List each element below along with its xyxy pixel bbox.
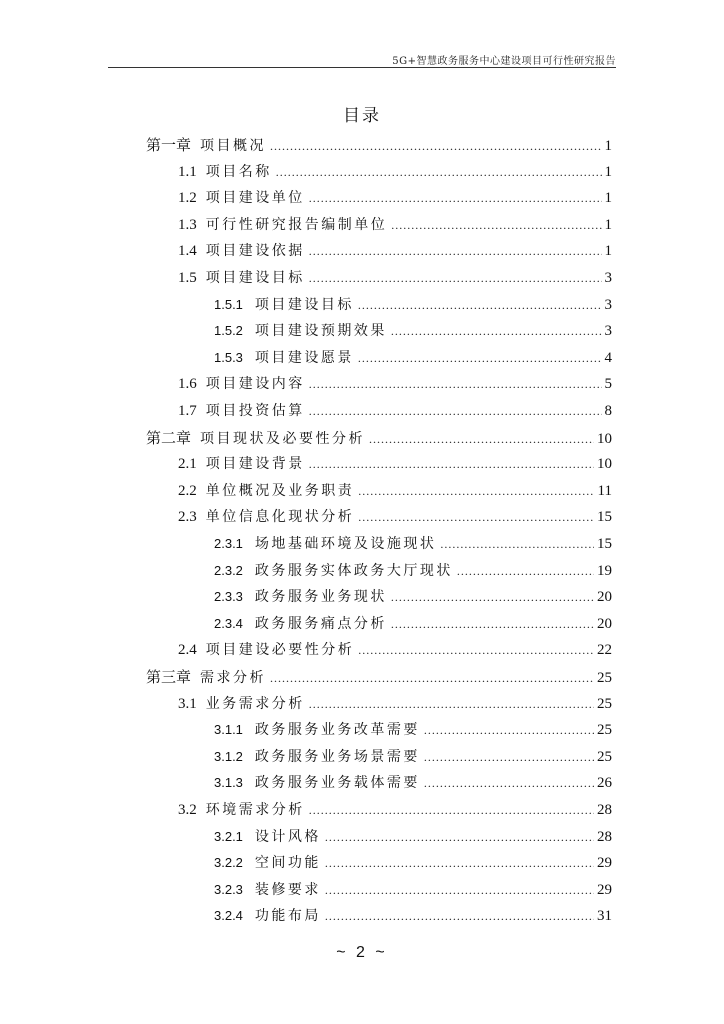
toc-entry-title: 项目建设依据 (205, 243, 305, 260)
toc-entry-title: 项目名称 (205, 163, 272, 180)
dot-leader (325, 909, 594, 924)
toc-entry-number: 3.2.1 (214, 828, 243, 844)
toc-entry-page: 26 (597, 775, 612, 792)
toc-entry-number: 2.4 (178, 642, 197, 659)
toc-entry[interactable] (178, 639, 612, 665)
toc-entry[interactable] (214, 347, 612, 373)
toc-entry-number: 1.7 (178, 403, 197, 419)
toc-entry[interactable] (214, 772, 612, 798)
toc-entry[interactable] (214, 826, 612, 852)
toc-entry-number: 2.2 (178, 482, 197, 499)
toc-entry[interactable] (178, 480, 612, 506)
toc-entry-page: 3 (604, 270, 612, 286)
toc-title: 目录 (343, 106, 381, 126)
toc-entry-page: 11 (597, 482, 612, 499)
toc-entry-title: 项目建设愿景 (254, 349, 354, 366)
toc-entry-title: 项目建设背景 (205, 456, 305, 473)
toc-entry[interactable] (214, 560, 612, 586)
toc-entry-title: 功能布局 (254, 908, 321, 925)
toc-entry-page: 29 (597, 881, 612, 898)
toc-entry[interactable] (178, 161, 612, 187)
toc-entry-title: 项目概况 (200, 138, 267, 154)
toc-entry[interactable] (178, 693, 612, 719)
toc-entry-number: 1.3 (178, 216, 197, 233)
toc-entry-page: 29 (597, 855, 612, 872)
toc-entry-title: 项目建设目标 (254, 296, 354, 313)
toc-entry-title: 项目建设内容 (205, 376, 305, 393)
toc-entry-page: 28 (597, 828, 612, 845)
toc-entry[interactable] (146, 666, 612, 692)
toc-entry-page: 15 (597, 536, 612, 552)
dot-leader (424, 776, 594, 791)
toc-entry[interactable] (178, 267, 612, 293)
toc-entry[interactable] (178, 187, 612, 213)
header-divider (108, 67, 616, 68)
toc-entry[interactable] (178, 506, 612, 532)
dot-leader (309, 457, 594, 472)
toc-entry-page: 25 (597, 722, 612, 739)
toc-entry-number: 2.3.2 (214, 562, 243, 578)
dot-leader (440, 537, 594, 552)
toc-entry-title: 环境需求分析 (205, 802, 305, 818)
toc-entry[interactable] (214, 533, 612, 559)
dot-leader (358, 510, 594, 525)
toc-entry[interactable] (178, 799, 612, 825)
toc-entry-page: 1 (604, 243, 612, 260)
toc-entry[interactable] (214, 320, 612, 346)
toc-entry-number: 2.1 (178, 456, 197, 473)
toc-entry-title: 业务需求分析 (205, 695, 305, 712)
page-number: ~ 2 ~ (336, 944, 388, 961)
dot-leader (325, 883, 594, 898)
toc-entry-page: 10 (597, 456, 612, 473)
toc-entry-title: 需求分析 (200, 670, 267, 686)
dot-leader (358, 351, 602, 366)
dot-leader (309, 244, 602, 259)
toc-entry-title: 项目建设预期效果 (254, 323, 387, 340)
dot-leader (424, 750, 594, 765)
dot-leader (369, 432, 594, 447)
toc-entry-page: 8 (604, 403, 612, 419)
toc-entry-title: 项目建设单位 (205, 190, 305, 207)
toc-entry-number: 3.2 (178, 802, 197, 818)
toc-entry-number: 1.6 (178, 376, 197, 393)
toc-entry-number: 1.5.3 (214, 349, 243, 365)
dot-leader (270, 671, 594, 686)
dot-leader (358, 484, 594, 499)
toc-entry[interactable] (214, 586, 612, 612)
toc-entry-page: 28 (597, 802, 612, 818)
toc-entry-number: 1.1 (178, 163, 197, 180)
toc-entry[interactable] (178, 373, 612, 399)
toc-entry-page: 19 (597, 562, 612, 579)
toc-entry-page: 3 (604, 296, 612, 313)
toc-entry-title: 单位信息化现状分析 (205, 509, 355, 526)
toc-entry[interactable] (178, 453, 612, 479)
toc-entry[interactable] (214, 879, 612, 905)
dot-leader (270, 139, 601, 154)
toc-entry-page: 4 (604, 349, 612, 366)
toc-entry-title: 单位概况及业务职责 (205, 482, 355, 499)
toc-entry-title: 项目现状及必要性分析 (200, 430, 366, 447)
toc-entry-number: 3.1.2 (214, 748, 243, 764)
dot-leader (309, 271, 602, 286)
toc-entry-number: 3.1.3 (214, 775, 243, 791)
toc-entry-page: 1 (604, 190, 612, 207)
toc-entry-title: 政务服务痛点分析 (254, 615, 387, 632)
toc-entry-page: 3 (604, 323, 612, 340)
toc-entry-number: 第二章 (146, 430, 192, 447)
toc-entry-title: 项目建设目标 (205, 270, 305, 286)
toc-entry-title: 政务服务业务场景需要 (254, 748, 420, 765)
toc-entry-number: 2.3.1 (214, 536, 243, 551)
toc-entry-number: 第三章 (146, 670, 192, 686)
dot-leader (391, 617, 594, 632)
toc-entry-page: 22 (597, 642, 612, 659)
toc-entry-number: 3.2.4 (214, 908, 243, 924)
toc-entry-number: 1.5.1 (214, 296, 243, 312)
toc-entry-page: 20 (597, 589, 612, 606)
toc-entry-page: 25 (597, 670, 612, 686)
toc-entry-title: 政务服务业务改革需要 (254, 722, 420, 739)
toc-entry[interactable] (214, 905, 612, 931)
dot-leader (309, 697, 594, 712)
toc-entry[interactable] (146, 427, 612, 453)
toc-entry-page: 1 (604, 138, 612, 154)
toc-entry-page: 25 (597, 748, 612, 765)
dot-leader (309, 191, 602, 206)
dot-leader (325, 856, 594, 871)
toc-entry-page: 25 (597, 695, 612, 712)
toc-entry-title: 项目投资估算 (205, 403, 305, 419)
toc-entry[interactable] (178, 240, 612, 266)
toc-entry[interactable] (214, 294, 612, 320)
toc-entry-title: 政务服务业务现状 (254, 589, 387, 606)
dot-leader (457, 564, 594, 579)
toc-entry[interactable] (178, 400, 612, 426)
toc-entry-page: 31 (597, 908, 612, 925)
toc-entry-number: 3.1.1 (214, 722, 243, 738)
toc-entry-page: 20 (597, 615, 612, 632)
dot-leader (391, 324, 602, 339)
toc-entry-title: 政务服务实体政务大厅现状 (254, 562, 453, 579)
dot-leader (358, 643, 594, 658)
toc-entry[interactable] (146, 134, 612, 160)
toc-entry-number: 1.5.2 (214, 323, 243, 339)
toc-entry-title: 设计风格 (254, 828, 321, 845)
toc-entry-title: 装修要求 (254, 881, 321, 898)
toc-entry-number: 第一章 (146, 138, 192, 154)
dot-leader (309, 377, 602, 392)
toc-entry-number: 3.2.2 (214, 855, 243, 871)
dot-leader (391, 590, 594, 605)
toc-entry-title: 政务服务业务载体需要 (254, 775, 420, 792)
toc-entry[interactable] (214, 719, 612, 745)
dot-leader (276, 165, 602, 180)
toc-entry[interactable] (214, 746, 612, 772)
toc-entry-number: 2.3.4 (214, 615, 243, 631)
toc-entry-title: 可行性研究报告编制单位 (205, 216, 388, 233)
toc-entry-title: 场地基础环境及设施现状 (254, 536, 437, 552)
dot-leader (358, 298, 602, 313)
toc-entry-page: 5 (604, 376, 612, 393)
toc-entry[interactable] (214, 852, 612, 878)
toc-entry-number: 2.3 (178, 509, 197, 526)
toc-entry-page: 1 (604, 216, 612, 233)
dot-leader (325, 830, 594, 845)
toc-entry-title: 项目建设必要性分析 (205, 642, 355, 659)
toc-entry-number: 2.3.3 (214, 589, 243, 605)
toc-entry-title: 空间功能 (254, 855, 321, 872)
running-header: 5G+智慧政务服务中心建设项目可行性研究报告 (392, 56, 616, 67)
toc-entry-page: 15 (597, 509, 612, 526)
dot-leader (391, 218, 601, 233)
toc-entry-number: 1.4 (178, 243, 197, 260)
toc-entry[interactable] (178, 214, 612, 240)
toc-entry-page: 1 (604, 163, 612, 180)
toc-entry-page: 10 (597, 430, 612, 447)
toc-entry[interactable] (214, 613, 612, 639)
toc-entry-number: 3.2.3 (214, 881, 243, 897)
toc-entry-number: 1.2 (178, 190, 197, 207)
dot-leader (309, 803, 594, 818)
dot-leader (309, 404, 602, 419)
toc-entry-number: 3.1 (178, 695, 197, 712)
toc-entry-number: 1.5 (178, 270, 197, 286)
dot-leader (424, 723, 594, 738)
